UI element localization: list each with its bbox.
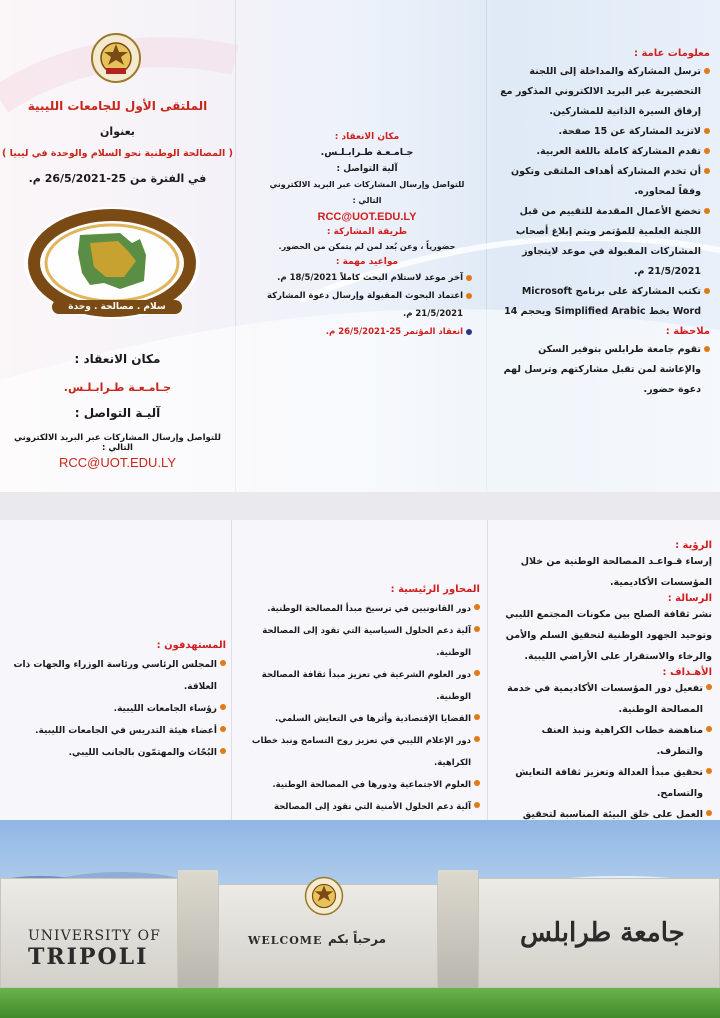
list-item: دور القانونيين في ترسيخ مبدأ المصالحة الوطنية. — [240, 598, 480, 620]
vision-label: الرؤية : — [675, 540, 712, 551]
contact-label: آلية التواصل : — [336, 164, 398, 174]
list-item: أن تخدم المشاركة أهداف الملتقى وتكون وفقاً لمحاوره. — [498, 162, 710, 202]
bullet-icon — [704, 148, 710, 154]
general-info-list — [498, 62, 710, 322]
list-item: المجلس الرئاسي ورئاسة الوزراء والجهات ذات العلاقة. — [8, 654, 226, 698]
general-info-panel — [498, 44, 710, 400]
list-item: آخر موعد لاستلام البحث كاملاً 18/5/2021 م. — [262, 269, 472, 287]
contact-email[interactable]: RCC@UOT.EDU.LY — [59, 455, 176, 470]
bullet-icon — [706, 810, 712, 816]
note-text-row — [498, 340, 710, 400]
note-text: تقوم جامعة طرابلس بتوفير السكن والإعاشة لمن تقبل مشاركتهم وترسل لهم دعوة حضور. — [503, 344, 701, 395]
venue-label: مكان الانعقاد : — [334, 132, 400, 142]
list-item: أعضاء هيئة التدريس في الجامعات الليبية. — [8, 720, 226, 742]
participation-method-text: حضورياً ، وعن بُعد لمن لم يتمكن من الحضور. — [278, 242, 456, 251]
list-item: العمل على خلق البيئة المناسبة لتحقيق — [492, 804, 712, 846]
sign-university-of: UNIVERSITY OF — [28, 928, 161, 944]
vision-text: إرساء قـواعـد المصالحة الوطنية من خلال المؤسسات الأكاديمية. — [520, 556, 712, 588]
info-panel — [262, 128, 472, 341]
cover-panel — [0, 0, 235, 492]
audience-panel — [8, 636, 226, 764]
bullet-icon — [466, 329, 472, 335]
conference-title: الملتقى الأول للجامعات الليبية — [27, 99, 208, 113]
main-axes-list — [240, 598, 480, 840]
conference-theme: ( المصالحة الوطنية نحو السلام والوحدة في ليبيا ) — [2, 148, 233, 159]
campus-gate-photo — [0, 820, 720, 1018]
sign-university-ar: جامعة طرابلس — [520, 918, 685, 948]
general-info-label: معلومات عامة : — [634, 48, 710, 59]
bullet-icon — [706, 726, 712, 732]
list-item: دور العلوم الشرعية في تعزيز مبدأ ثقافة المصالحة الوطنية. — [240, 664, 480, 708]
bullet-icon — [704, 68, 710, 74]
bullet-icon — [466, 293, 472, 299]
list-item: تخضع الأعمال المقدمة للتقييم من قبل اللجنة العلمية للمؤتمر ويتم إبلاغ أصحاب المشاركات المقبولة في موعد لايتجاوز 21/5/2021 م. — [498, 202, 710, 282]
bullet-icon — [474, 604, 480, 610]
list-item: تكتب المشاركة على برنامج Microsoft Word بخط Simplified Arabic ويحجم 14 — [498, 282, 710, 322]
list-item: تقدم المشاركة كاملة باللغة العربية. — [498, 142, 710, 162]
audience-label: المستهدفون : — [156, 640, 226, 651]
bullet-icon — [704, 346, 710, 352]
venue-value: جـامـعـة طـرابـلـس. — [63, 381, 172, 394]
important-dates-label: مواعيد مهمة : — [335, 257, 399, 267]
list-item: اعتماد البحوث المقبولة وإرسال دعوة المشاركة 21/5/2021 م. — [262, 287, 472, 323]
sign-welcome-ar: مرحباً بكم — [328, 932, 387, 946]
bullet-icon — [220, 748, 226, 754]
list-item: انعقاد المؤتمر 25-26/5/2021 م. — [262, 323, 472, 341]
brochure-inside — [0, 520, 720, 1018]
bullet-icon — [220, 704, 226, 710]
university-logo-icon — [88, 32, 144, 84]
contact-email[interactable]: RCC@UOT.EDU.LY — [317, 211, 417, 223]
bullet-icon — [704, 288, 710, 294]
sign-tripoli: TRIPOLI — [28, 944, 149, 970]
bullet-icon — [706, 768, 712, 774]
fold-line — [487, 520, 488, 850]
list-item: القضايا الإقتصادية وأثرها في التعايش السلمي. — [240, 708, 480, 730]
note-label: ملاحظة : — [665, 326, 710, 337]
bullet-icon — [474, 714, 480, 720]
contact-text: للتواصل وإرسال المشاركات عبر البريد الالكتروني التالي : — [14, 433, 221, 453]
list-item: البُحّاث والمهتمّون بالجانب الليبي. — [8, 742, 226, 764]
pillar — [178, 870, 218, 988]
bullet-icon — [474, 802, 480, 808]
list-item: العلوم الاجتماعية ودورها في المصالحة الوطنية. — [240, 774, 480, 796]
contact-label: آليـة التواصل : — [74, 406, 161, 420]
bullet-icon — [474, 670, 480, 676]
conference-period: في الفترة من 25-26/5/2021 م. — [28, 172, 207, 185]
bullet-icon — [704, 128, 710, 134]
pillar — [438, 870, 478, 988]
list-item: دور الإعلام الليبي في تعزيز روح التسامح ونبذ خطاب الكراهية. — [240, 730, 480, 774]
bullet-icon — [220, 660, 226, 666]
fold-line — [231, 520, 232, 850]
bullet-icon — [220, 726, 226, 732]
bullet-icon — [706, 684, 712, 690]
mission-text: نشر ثقافة الصلح بين مكونات المجتمع الليبي وتوحيد الجهود الوطنية لتحقيق السلم والأمن والرخاء والاستقرار على الأراضي الليبية. — [505, 609, 712, 662]
brochure-outside — [0, 0, 720, 492]
emblem-caption: سلام . مصالحة . وحدة — [52, 300, 182, 314]
list-item: تحقيق مبدأ العدالة وتعزيز ثقافة التعايش والتسامح. — [492, 762, 712, 804]
bullet-icon — [474, 780, 480, 786]
list-item: آلية دعم الحلول السياسية التي تقود إلى المصالحة الوطنية. — [240, 620, 480, 664]
gate-logo-icon — [302, 876, 346, 916]
list-item: رؤساء الجامعات الليبية. — [8, 698, 226, 720]
important-dates-list — [262, 269, 472, 341]
bullet-icon — [704, 208, 710, 214]
sign-welcome-en: WELCOME — [248, 934, 323, 947]
list-item: لاتزيد المشاركة عن 15 صفحة. — [498, 122, 710, 142]
list-item: ترسل المشاركة والمداخلة إلى اللجنة التحضيرية عبر البريد الالكتروني المذكور مع إرفاق السيرة الذاتية للمشاركين. — [498, 62, 710, 122]
list-item: آلية دعم الحلول الأمنية التي تقود إلى المصالحة — [240, 796, 480, 840]
lawn — [0, 988, 720, 1018]
bullet-icon — [466, 275, 472, 281]
mission-label: الرسالة : — [667, 593, 712, 604]
list-item: مناهضة خطاب الكراهية ونبذ العنف والتطرف. — [492, 720, 712, 762]
bullet-icon — [704, 168, 710, 174]
venue-value: جـامـعـة طـرابـلـس. — [320, 147, 414, 158]
venue-label: مكان الانعقاد : — [74, 352, 161, 366]
list-item: تفعيل دور المؤسسات الأكاديمية في خدمة المصالحة الوطنية. — [492, 678, 712, 720]
goals-label: الأهـداف : — [662, 667, 712, 678]
contact-text: للتواصل وإرسال المشاركات عبر البريد الالكتروني التالي : — [269, 180, 465, 205]
participation-method-label: طريقة المشاركة : — [326, 227, 408, 237]
bullet-icon — [474, 736, 480, 742]
bullet-icon — [474, 626, 480, 632]
main-axes-label: المحاور الرئيسية : — [390, 584, 480, 595]
subtitle-label: بعنوان — [100, 125, 135, 138]
main-axes-panel — [240, 580, 480, 840]
audience-list — [8, 654, 226, 764]
